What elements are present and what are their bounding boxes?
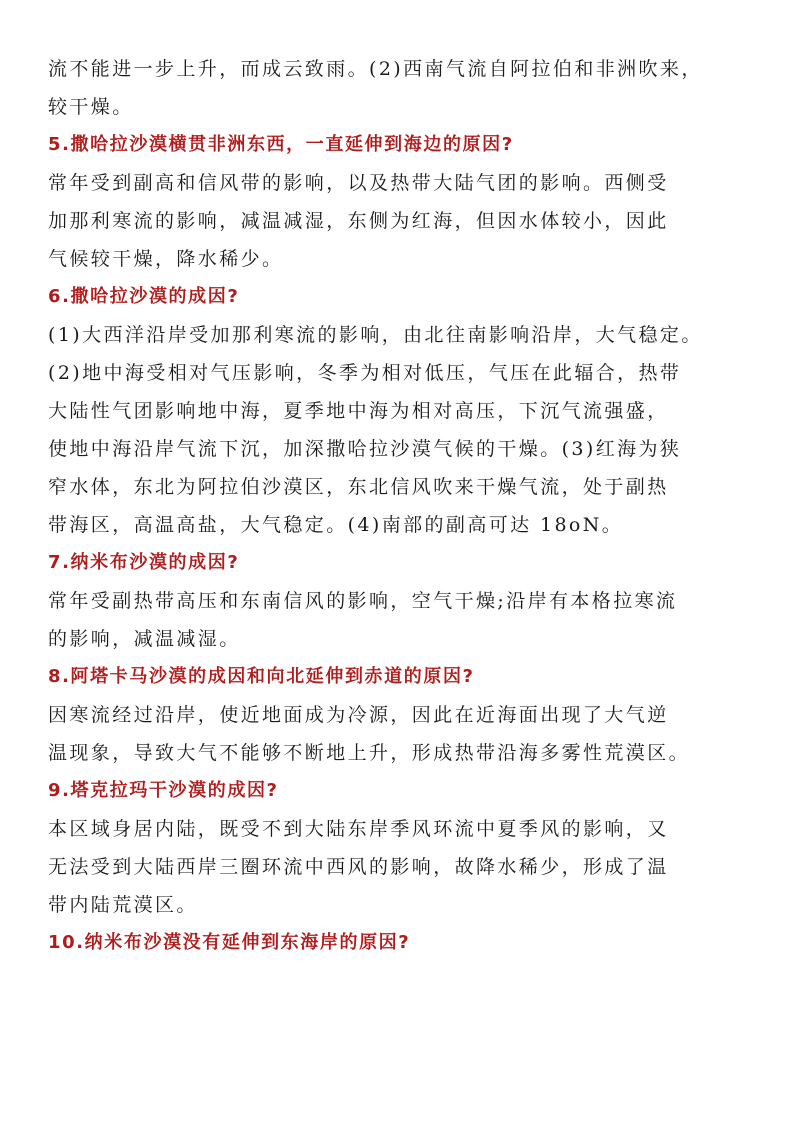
question-5-heading: 5.撒哈拉沙漠横贯非洲东西，一直延伸到海边的原因? <box>48 134 514 155</box>
text-line: 窄水体，东北为阿拉伯沙漠区，东北信风吹来干燥气流，处于副热 <box>48 476 669 498</box>
text-line: 常年受副热带高压和东南信风的影响，空气干燥;沿岸有本格拉寒流 <box>48 590 678 612</box>
question-10-heading: 10.纳米布沙漠没有延伸到东海岸的原因? <box>48 932 411 953</box>
text-line: 温现象，导致大气不能够不断地上升，形成热带沿海多雾性荒漠区。 <box>48 742 691 764</box>
text-line: 大陆性气团影响地中海，夏季地中海为相对高压，下沉气流强盛， <box>48 400 669 422</box>
text-line: (1)大西洋沿岸受加那利寒流的影响，由北往南影响沿岸，大气稳定。 <box>48 324 703 346</box>
answer-paragraph-8 <box>48 696 748 772</box>
answer-paragraph-4-cont <box>48 50 748 126</box>
text-line: 常年受到副高和信风带的影响，以及热带大陆气团的影响。西侧受 <box>48 172 669 194</box>
text-line: 较干燥。 <box>48 96 134 118</box>
question-9-heading: 9.塔克拉玛干沙漠的成因? <box>48 780 279 801</box>
text-line: 带内陆荒漠区。 <box>48 894 198 916</box>
question-8-heading: 8.阿塔卡马沙漠的成因和向北延伸到赤道的原因? <box>48 666 475 687</box>
answer-paragraph-5 <box>48 164 748 278</box>
text-line: 的影响，减温减湿。 <box>48 628 241 650</box>
text-line: 本区域身居内陆，既受不到大陆东岸季风环流中夏季风的影响，又 <box>48 818 669 840</box>
question-7-heading: 7.纳米布沙漠的成因? <box>48 552 240 573</box>
text-line: 气候较干燥，降水稀少。 <box>48 248 284 270</box>
answer-paragraph-6 <box>48 316 748 544</box>
text-line: 使地中海沿岸气流下沉，加深撒哈拉沙漠气候的干燥。(3)红海为狭 <box>48 438 682 460</box>
text-line: 带海区，高温高盐，大气稳定。(4)南部的副高可达 18oN。 <box>48 514 624 536</box>
text-line: 流不能进一步上升，而成云致雨。(2)西南气流自阿拉伯和非洲吹来， <box>48 58 703 80</box>
text-line: (2)地中海受相对气压影响，冬季为相对低压，气压在此辐合，热带 <box>48 362 682 384</box>
answer-paragraph-9 <box>48 810 748 924</box>
answer-paragraph-7 <box>48 582 748 658</box>
question-6-heading: 6.撒哈拉沙漠的成因? <box>48 286 240 307</box>
text-line: 无法受到大陆西岸三圈环流中西风的影响，故降水稀少，形成了温 <box>48 856 669 878</box>
text-line: 因寒流经过沿岸，使近地面成为冷源，因此在近海面出现了大气逆 <box>48 704 669 726</box>
text-line: 加那利寒流的影响，减温减湿，东侧为红海，但因水体较小，因此 <box>48 210 669 232</box>
